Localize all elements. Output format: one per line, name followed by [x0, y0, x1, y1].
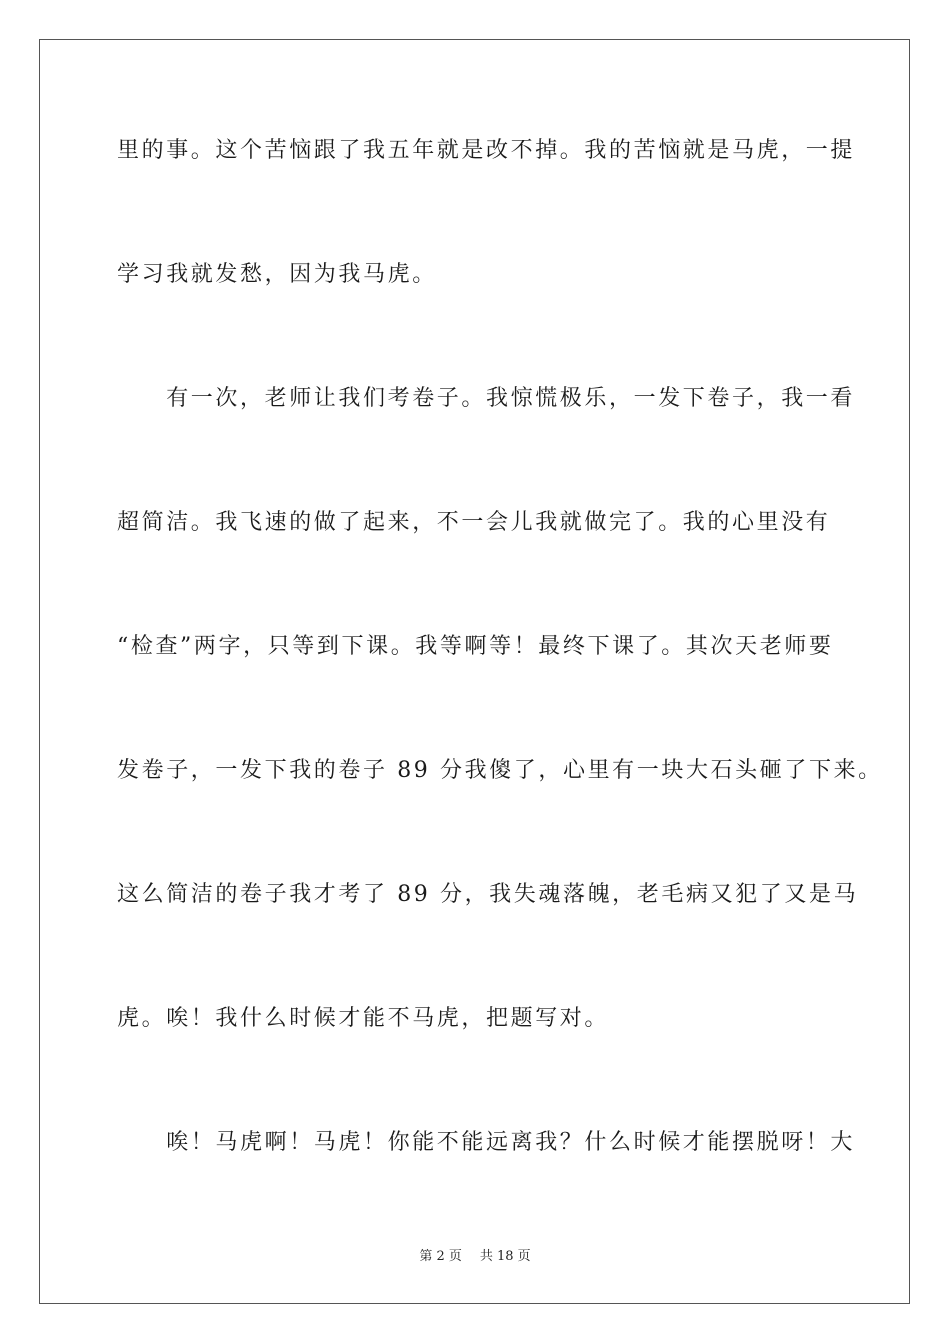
- text-line: 发卷子，一发下我的卷子 89 分我傻了，心里有一块大石头砸了下来。: [117, 758, 883, 783]
- text-line: 学习我就发愁，因为我马虎。: [117, 262, 437, 287]
- text-line: 虎。唉！我什么时候才能不马虎，把题写对。: [117, 1006, 610, 1031]
- text-line: “检查”两字，只等到下课。我等啊等！最终下课了。其次天老师要: [117, 634, 834, 659]
- text-line: 超简洁。我飞速的做了起来，不一会儿我就做完了。我的心里没有: [117, 510, 831, 535]
- page-border: [39, 39, 910, 1304]
- text-line: 唉！马虎啊！马虎！你能不能远离我？什么时候才能摆脱呀！大: [117, 1130, 856, 1155]
- text-line: 有一次，老师让我们考卷子。我惊慌极乐，一发下卷子，我一看: [117, 386, 856, 411]
- page-number: 第 2 页: [419, 1249, 462, 1264]
- text-line: 里的事。这个苦恼跟了我五年就是改不掉。我的苦恼就是马虎，一提: [117, 138, 856, 163]
- total-pages: 共 18 页: [479, 1249, 531, 1264]
- text-line: 这么简洁的卷子我才考了 89 分，我失魂落魄，老毛病又犯了又是马: [117, 882, 859, 907]
- page-footer: [0, 1245, 950, 1264]
